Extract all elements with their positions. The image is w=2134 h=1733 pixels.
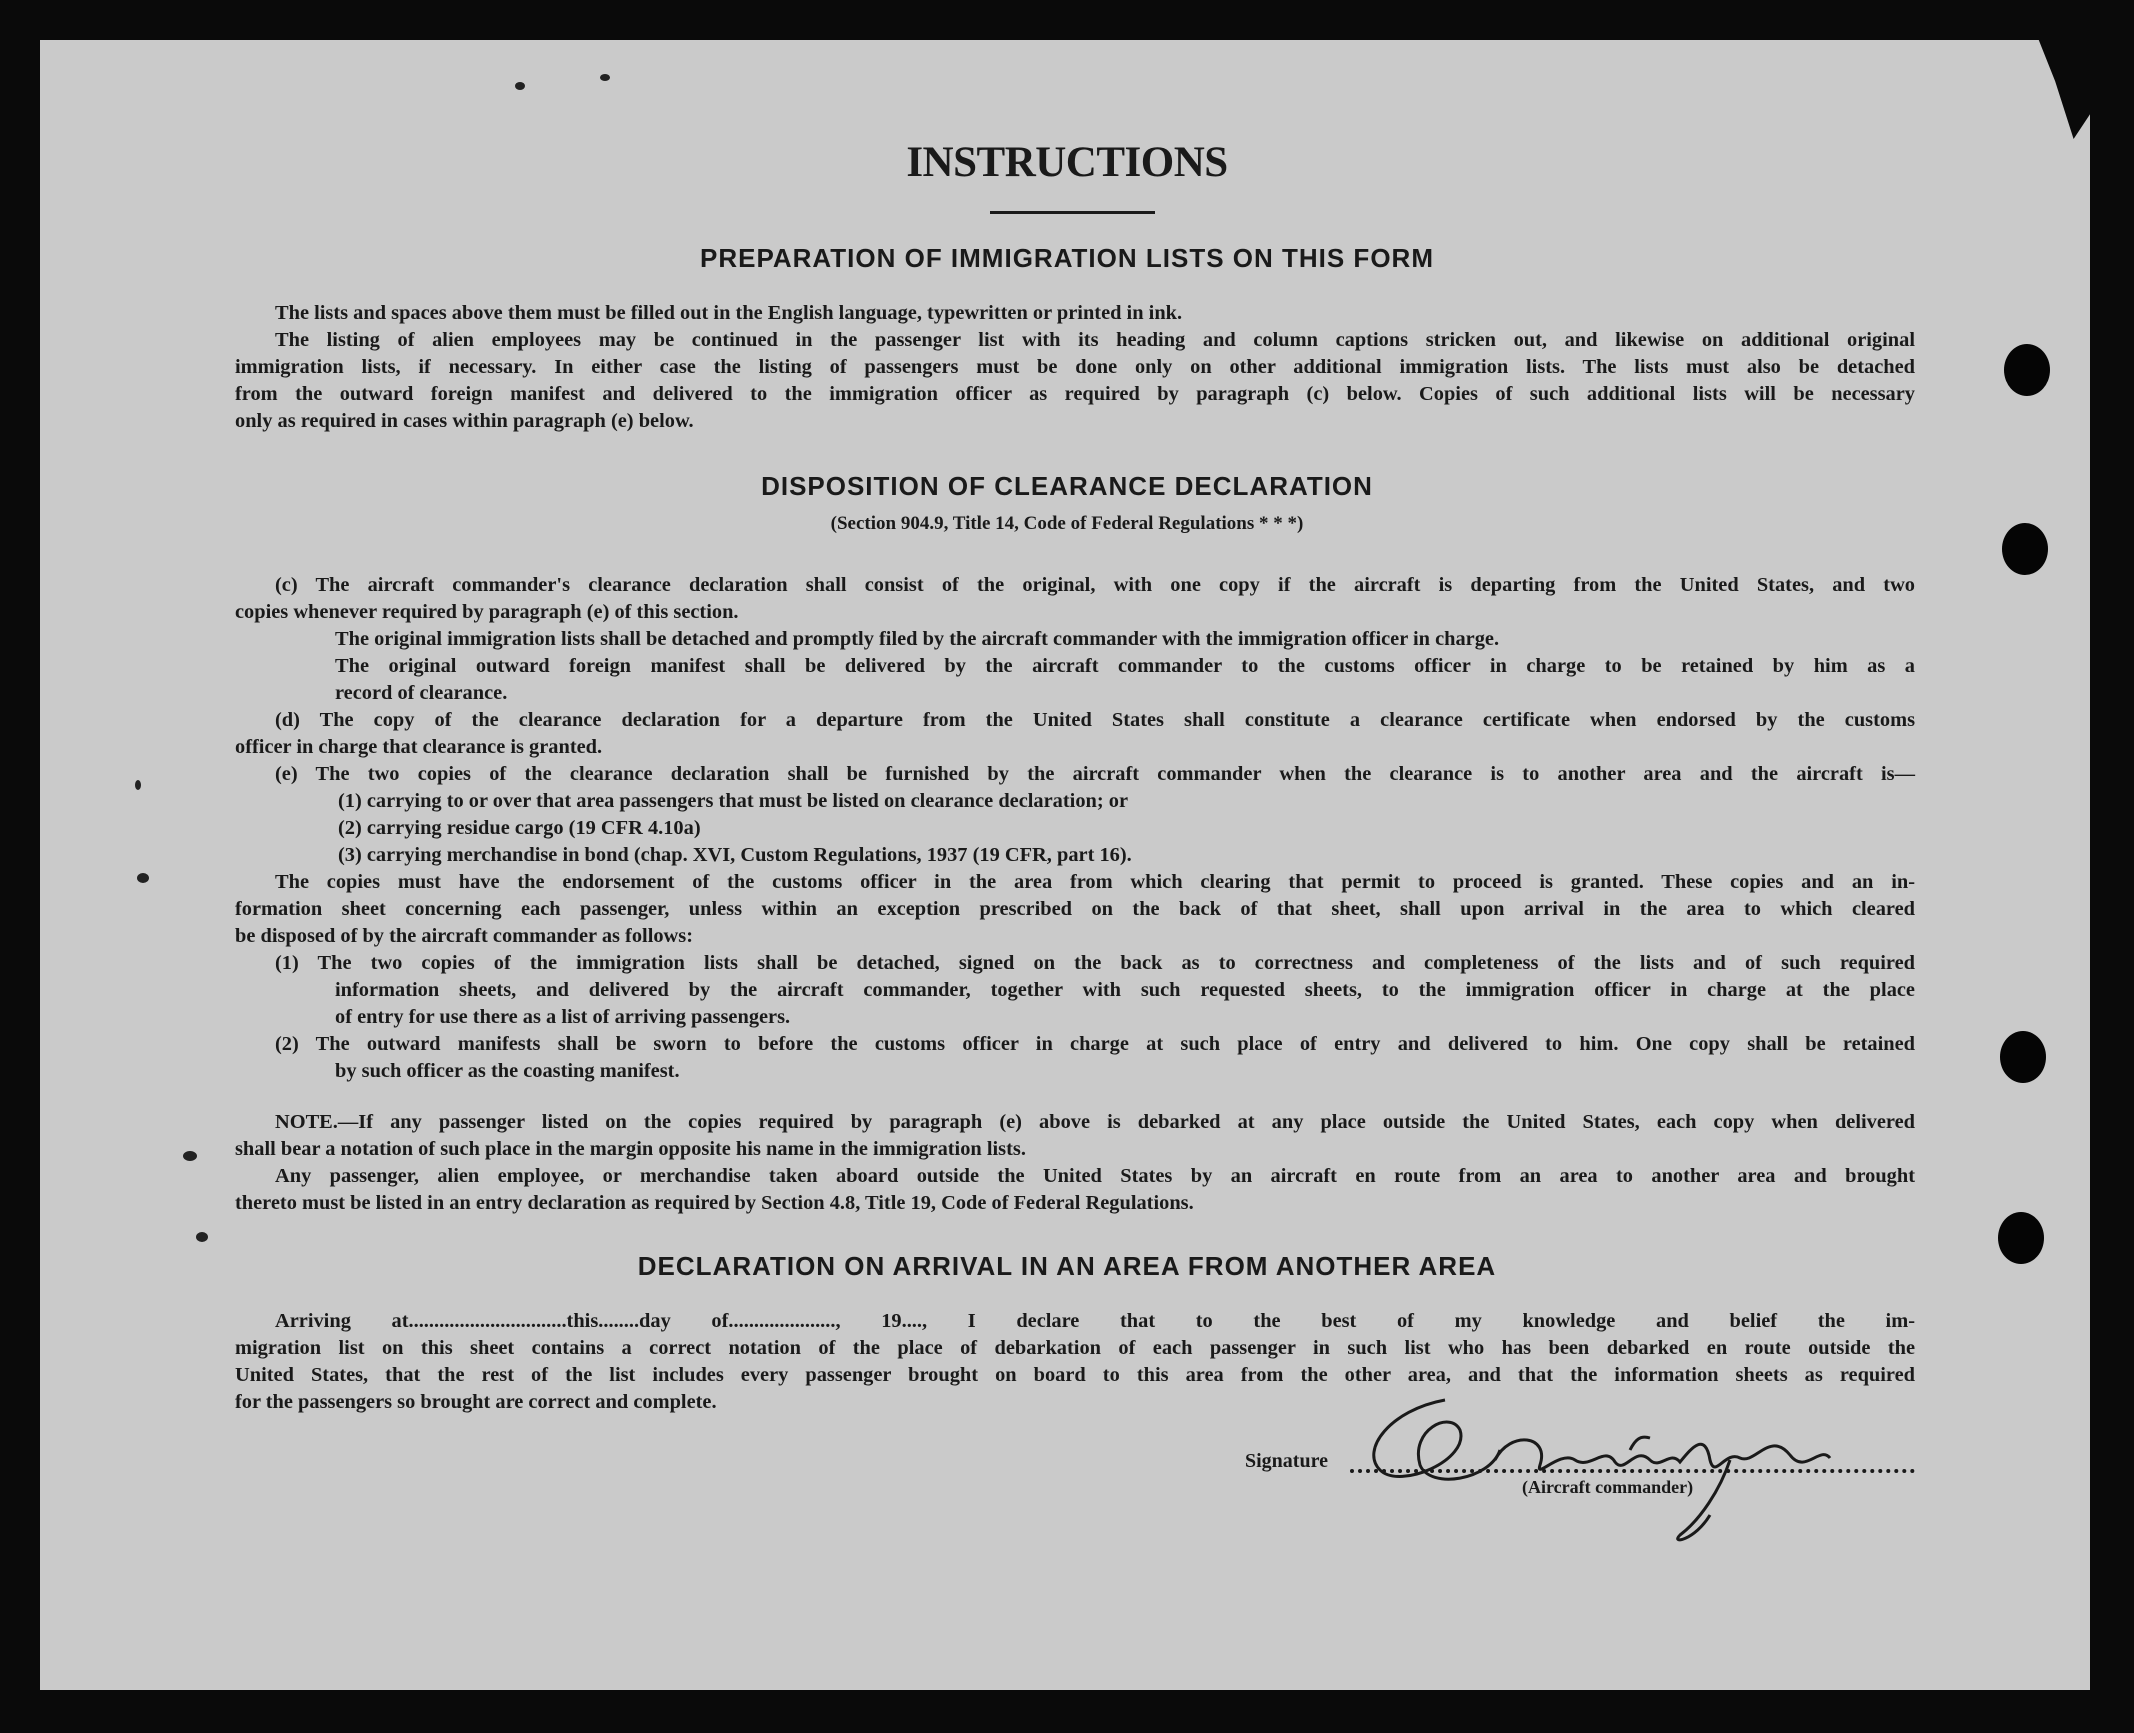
paragraph-line: The lists and spaces above them must be filled out in the English language, typewritten or printed in ink. bbox=[275, 302, 1183, 324]
section-heading-preparation: PREPARATION OF IMMIGRATION LISTS ON THIS FORM bbox=[700, 243, 1434, 273]
paper-speck bbox=[135, 780, 141, 790]
section-citation: (Section 904.9, Title 14, Code of Federal Regulations * * *) bbox=[830, 513, 1304, 534]
paragraph-line: information sheets, and delivered by the aircraft commander, together with such requested sheets, to the immigration officer in charge at the place bbox=[335, 979, 1915, 1001]
paragraph-line: The original outward foreign manifest shall be delivered by the aircraft commander to the customs officer in charge to be retained by him as a bbox=[335, 655, 1915, 677]
paper-speck bbox=[600, 74, 610, 81]
paper-speck bbox=[183, 1151, 197, 1161]
note-line: NOTE.—If any passenger listed on the copies required by paragraph (e) above is debarked at any place outside the United States, each copy when delivered bbox=[275, 1111, 1915, 1133]
punch-hole bbox=[2000, 1031, 2046, 1083]
signature-caption: (Aircraft commander) bbox=[1522, 1477, 1694, 1497]
declaration-line: United States, that the rest of the list includes every passenger brought on board to this area from the other area, and that the information sheets as required bbox=[235, 1364, 1915, 1386]
paragraph-line: only as required in cases within paragraph (e) below. bbox=[235, 410, 694, 432]
paragraph-line: from the outward foreign manifest and delivered to the immigration officer as required by paragraph (c) below. Copies of such additional lists will be necessary bbox=[235, 383, 1915, 405]
signature-label: Signature bbox=[1245, 1450, 1328, 1472]
paragraph-line: copies whenever required by paragraph (e) of this section. bbox=[235, 601, 739, 623]
paragraph-line: (2) The outward manifests shall be sworn to before the customs officer in charge at such place of entry and delivered to him. One copy shall be retained bbox=[275, 1033, 1915, 1055]
paragraph-line: Any passenger, alien employee, or merchandise taken aboard outside the United States by an aircraft en route from an area to another area and brought bbox=[275, 1165, 1915, 1187]
title-underline bbox=[990, 211, 1155, 214]
paragraph-line: The original immigration lists shall be detached and promptly filed by the aircraft commander with the immigration officer in charge. bbox=[335, 628, 1500, 650]
paragraph-line: The copies must have the endorsement of the customs officer in the area from which clearing that permit to proceed is granted. These copies and an in- bbox=[275, 871, 1915, 893]
paragraph-line: officer in charge that clearance is granted. bbox=[235, 736, 603, 758]
paragraph-line: (c) The aircraft commander's clearance declaration shall consist of the original, with one copy if the aircraft is departing from the United States, and two bbox=[275, 574, 1915, 596]
punch-hole bbox=[2004, 344, 2050, 396]
paper-speck bbox=[196, 1232, 208, 1242]
paragraph-line: thereto must be listed in an entry declaration as required by Section 4.8, Title 19, Code of Federal Regulations. bbox=[235, 1192, 1194, 1214]
handwritten-signature bbox=[1350, 1390, 1870, 1550]
declaration-line: Arriving at...............................this........day of....................., 19...., I declare that to the best of my knowledge and belief the im- bbox=[275, 1310, 1915, 1332]
paragraph-line: The listing of alien employees may be continued in the passenger list with its heading and column captions stricken out, and likewise on additional original bbox=[275, 329, 1915, 351]
paragraph-line: (e) The two copies of the clearance declaration shall be furnished by the aircraft commander when the clearance is to another area and the aircraft is— bbox=[275, 763, 1915, 785]
section-heading-declaration: DECLARATION ON ARRIVAL IN AN AREA FROM ANOTHER AREA bbox=[637, 1251, 1497, 1281]
paragraph-line: by such officer as the coasting manifest. bbox=[335, 1060, 680, 1082]
section-heading-disposition: DISPOSITION OF CLEARANCE DECLARATION bbox=[761, 471, 1373, 501]
paragraph-line: record of clearance. bbox=[335, 682, 508, 704]
punch-hole bbox=[1998, 1212, 2044, 1264]
declaration-line: for the passengers so brought are correct and complete. bbox=[235, 1391, 717, 1413]
paragraph-line: (1) The two copies of the immigration lists shall be detached, signed on the back as to correctness and completeness of the lists and of such required bbox=[275, 952, 1915, 974]
page-title: INSTRUCTIONS bbox=[906, 139, 1228, 186]
declaration-line: migration list on this sheet contains a correct notation of the place of debarkation of each passenger in such list who has been debarked en route outside the bbox=[235, 1337, 1915, 1359]
note-line: shall bear a notation of such place in the margin opposite his name in the immigration lists. bbox=[235, 1138, 1026, 1160]
punch-hole bbox=[2002, 523, 2048, 575]
paragraph-line: formation sheet concerning each passenger, unless within an exception prescribed on the back of that sheet, shall upon arrival in the area to which cleared bbox=[235, 898, 1915, 920]
paper-speck bbox=[515, 82, 525, 90]
paragraph-line: be disposed of by the aircraft commander as follows: bbox=[235, 925, 694, 947]
paragraph-line: (d) The copy of the clearance declaration for a departure from the United States shall constitute a clearance certificate when endorsed by the customs bbox=[275, 709, 1915, 731]
paper-speck bbox=[137, 873, 149, 883]
paragraph-line: (2) carrying residue cargo (19 CFR 4.10a) bbox=[338, 817, 701, 839]
paragraph-line: immigration lists, if necessary. In either case the listing of passengers must be done only on other additional immigration lists. The lists must also be detached bbox=[235, 356, 1915, 378]
paragraph-line: of entry for use there as a list of arriving passengers. bbox=[335, 1006, 791, 1028]
paragraph-line: (3) carrying merchandise in bond (chap. XVI, Custom Regulations, 1937 (19 CFR, part 16). bbox=[338, 844, 1132, 866]
paragraph-line: (1) carrying to or over that area passengers that must be listed on clearance declaration; or bbox=[338, 790, 1128, 812]
